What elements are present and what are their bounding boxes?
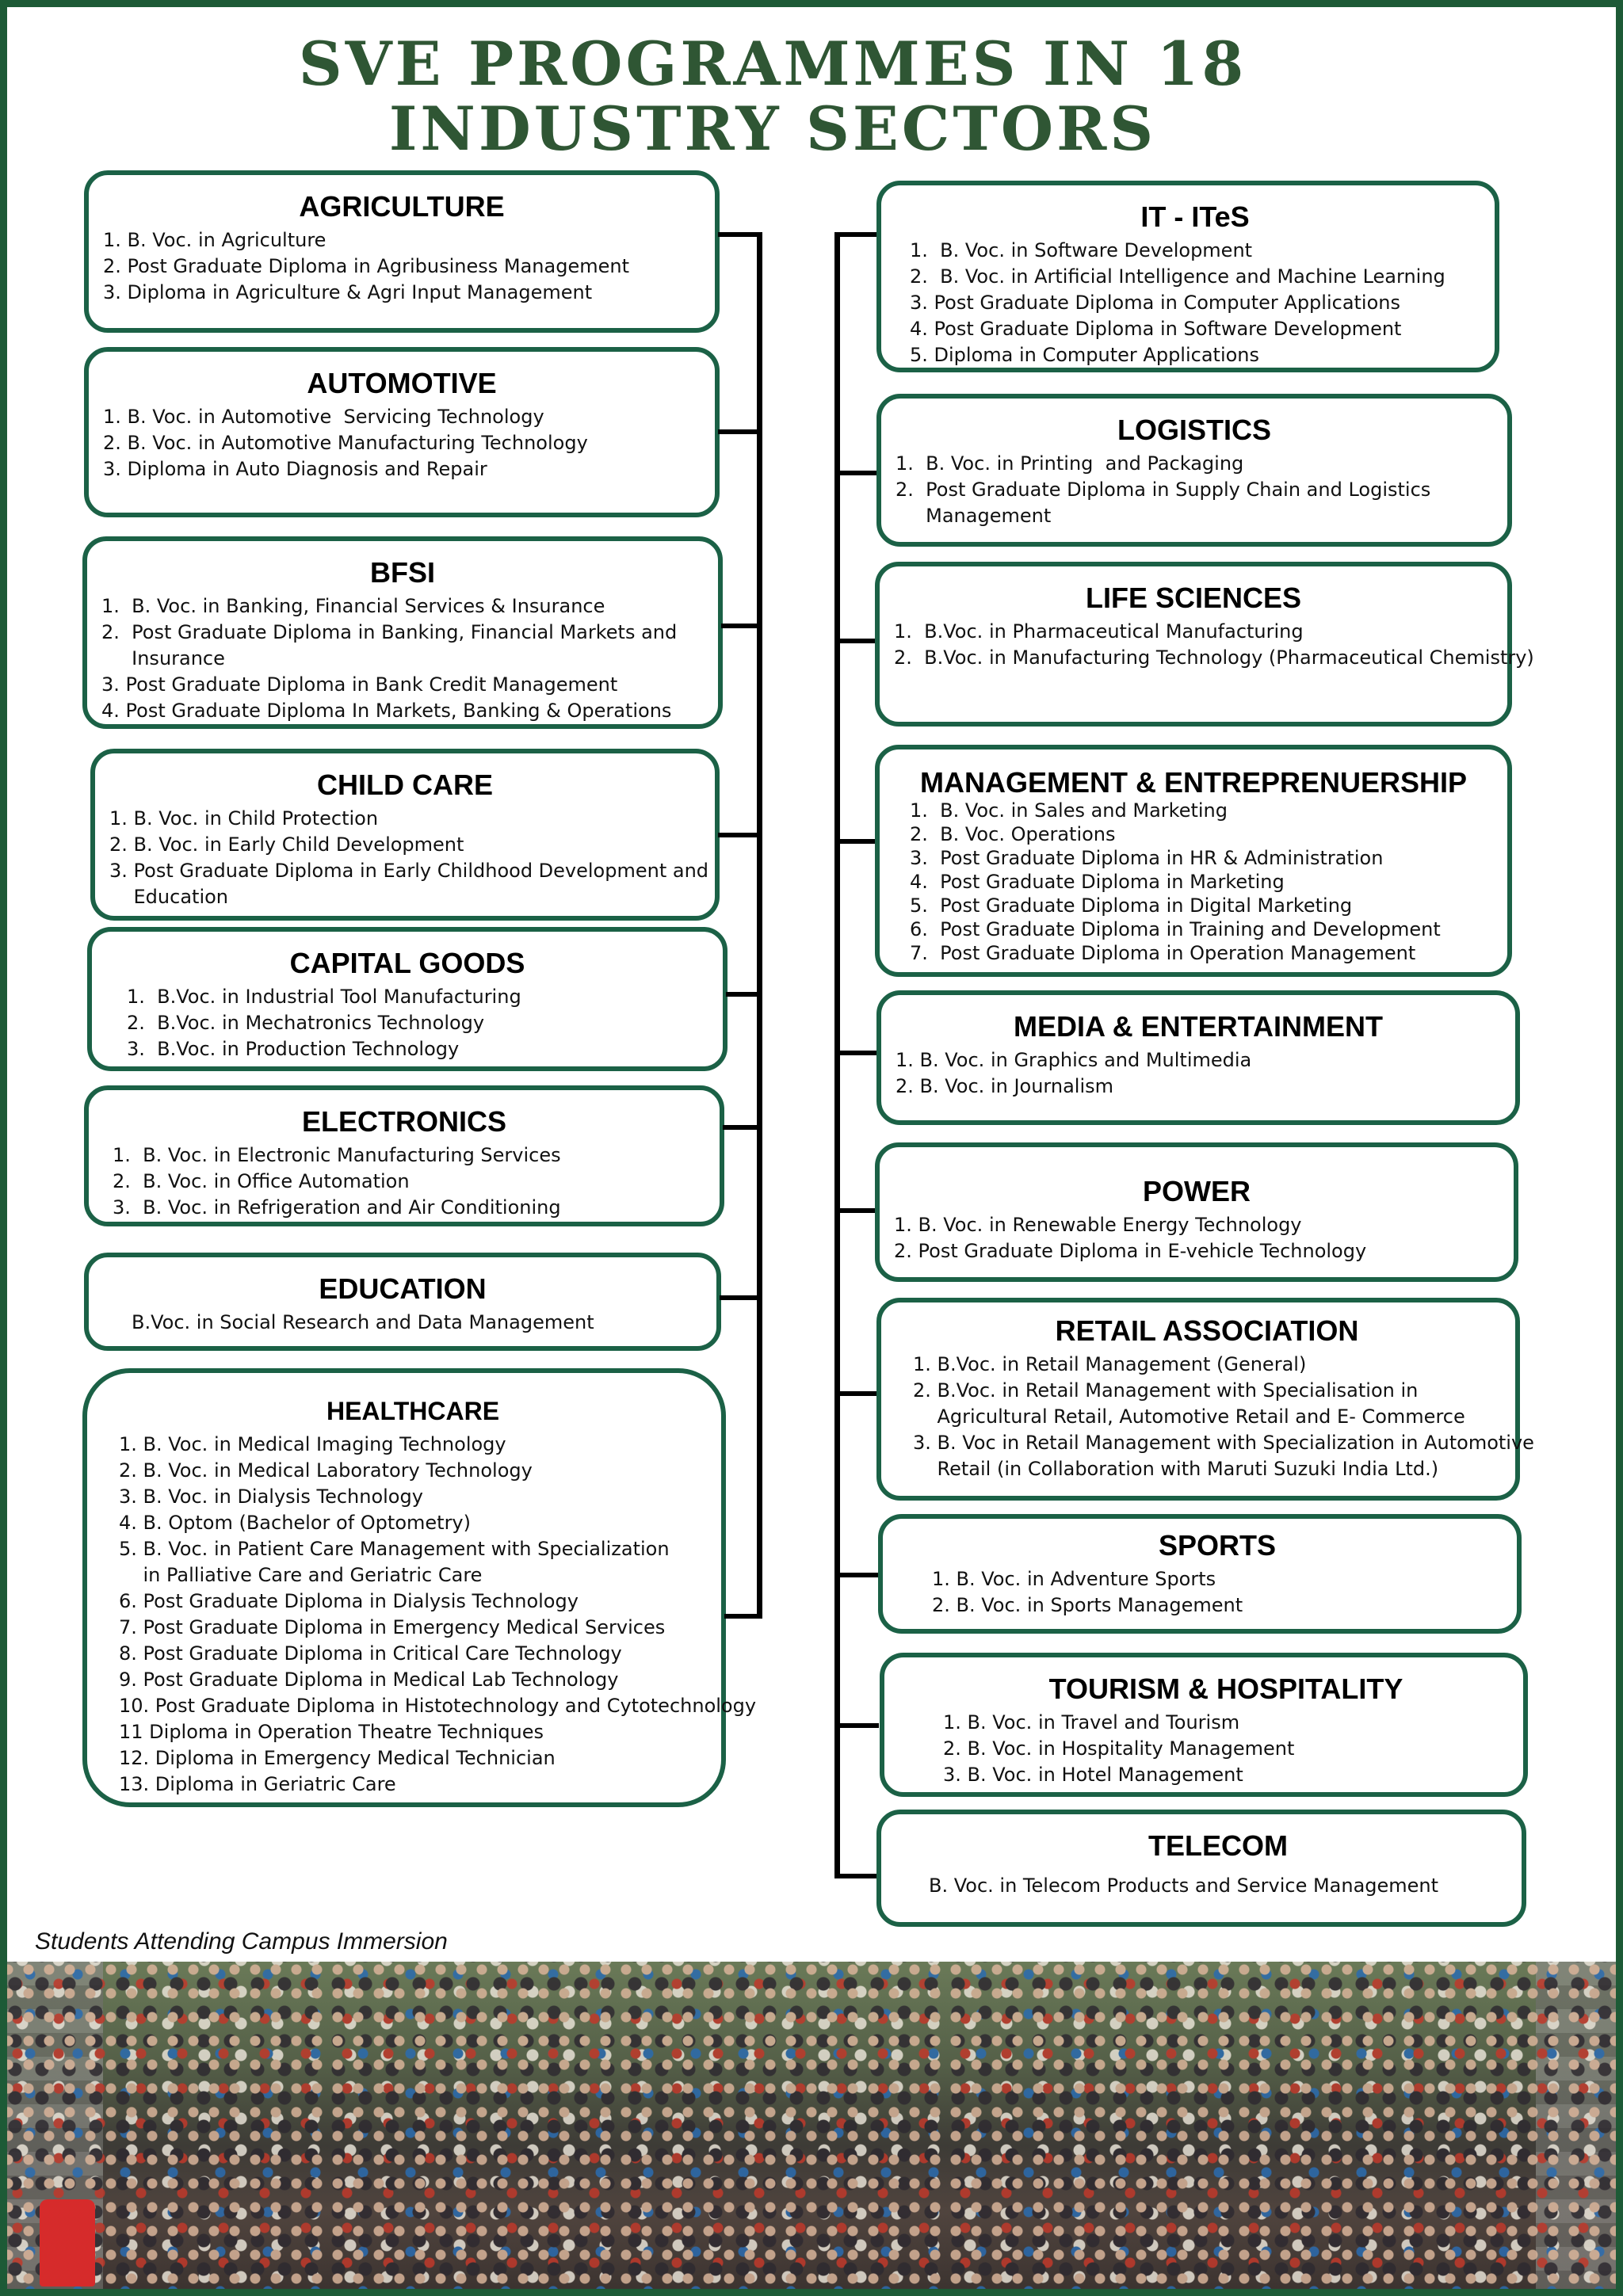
sector-title: MEDIA & ENTERTAINMENT (1014, 1010, 1383, 1043)
connector-branch (718, 833, 762, 837)
programme-item: 2. Post Graduate Diploma in E-vehicle Technology (894, 1240, 1367, 1262)
programme-list (101, 593, 704, 724)
programme-item: 1. B.Voc. in Pharmaceutical Manufacturing (894, 620, 1304, 643)
programme-list (929, 1873, 1507, 1899)
programme-item: 5. Diploma in Computer Applications (910, 344, 1260, 366)
student-crowd (0, 1962, 1623, 2296)
programme-item: 3. B. Voc. in Hotel Management (943, 1764, 1243, 1786)
sector-card-tourism-hospitality (880, 1653, 1528, 1797)
programme-item: 2. Post Graduate Diploma in Agribusiness Management (103, 255, 629, 277)
sector-title: POWER (1142, 1175, 1251, 1207)
sector-title: SPORTS (1158, 1529, 1277, 1562)
programme-item: 3. Diploma in Agriculture & Agri Input Management (103, 281, 593, 303)
programme-item: 10. Post Graduate Diploma in Histotechnology and Cytotechnology (119, 1695, 757, 1717)
programme-list (106, 984, 708, 1062)
sector-card-telecom (876, 1810, 1526, 1927)
programme-item: 2. B. Voc. in Journalism (896, 1075, 1114, 1097)
connector-branch (724, 1614, 762, 1619)
programme-item: 3. B. Voc in Retail Management with Specialization in Automotive (913, 1432, 1534, 1454)
programme-item: 3. B.Voc. in Production Technology (127, 1038, 460, 1060)
programme-item: 1. B. Voc. in Automotive Servicing Technology (103, 406, 544, 428)
sector-title: HEALTHCARE (326, 1397, 500, 1425)
programme-item: Agricultural Retail, Automotive Retail and E- Commerce (913, 1405, 1465, 1428)
programme-item: 2. B.Voc. in Mechatronics Technology (127, 1012, 485, 1034)
programme-item: B. Voc. in Telecom Products and Service Management (929, 1875, 1439, 1897)
programme-item: 2. Post Graduate Diploma in Banking, Financial Markets and (101, 621, 678, 643)
programme-item: 1. B. Voc. in Graphics and Multimedia (896, 1049, 1252, 1071)
programme-item: 1. B. Voc. in Banking, Financial Services & Insurance (101, 595, 605, 617)
connector-branch (723, 1125, 762, 1130)
sector-title: TELECOM (1148, 1829, 1288, 1862)
students-group-photo (0, 1962, 1623, 2296)
programme-list (894, 619, 1534, 671)
programme-item: 1. B. Voc. in Electronic Manufacturing Services (113, 1144, 561, 1166)
sector-title: BFSI (369, 556, 435, 589)
programme-item: 3. Post Graduate Diploma in Computer Applications (910, 292, 1400, 314)
connector-branch (834, 232, 879, 237)
programme-item: 3. Post Graduate Diploma in HR & Administration (910, 847, 1384, 869)
connector-branch (834, 1573, 879, 1577)
programme-item: 2. B. Voc. in Office Automation (113, 1170, 410, 1192)
sector-title: RETAIL ASSOCIATION (1055, 1314, 1359, 1347)
sector-card-healthcare (82, 1368, 757, 1807)
sector-title: ELECTRONICS (301, 1105, 506, 1138)
right-connector-trunk (834, 232, 840, 1878)
connector-branch (834, 1874, 879, 1878)
sector-card-logistics (876, 394, 1512, 547)
programme-item: 3. B. Voc. in Dialysis Technology (119, 1486, 423, 1508)
sector-title: IT - ITeS (1140, 200, 1250, 233)
sector-card-it-ites (876, 181, 1499, 372)
programme-item: 2. B. Voc. in Medical Laboratory Technology (119, 1459, 533, 1482)
programme-item: 4. Post Graduate Diploma In Markets, Banking & Operations (101, 700, 672, 722)
connector-branch (834, 1208, 879, 1213)
programme-item: 1. B.Voc. in Industrial Tool Manufacturing (127, 986, 521, 1008)
programme-item: 1. B. Voc. in Sales and Marketing (910, 799, 1228, 822)
programme-item: 1. B. Voc. in Agriculture (103, 229, 327, 251)
programme-item: 1. B. Voc. in Printing and Packaging (896, 452, 1244, 475)
programme-item: B.Voc. in Social Research and Data Management (132, 1311, 594, 1333)
sector-card-child-care (90, 749, 720, 921)
programme-item: 5. Post Graduate Diploma in Digital Marketing (910, 894, 1353, 917)
sector-title: EDUCATION (319, 1272, 487, 1305)
programme-item: 3. Post Graduate Diploma in Early Childhood Development and (109, 860, 709, 882)
programme-list (896, 451, 1493, 529)
programme-list (103, 404, 701, 482)
programme-item: 11 Diploma in Operation Theatre Techniques (119, 1721, 544, 1743)
connector-branch (834, 639, 879, 643)
programme-list (103, 227, 701, 306)
programme-item: 6. Post Graduate Diploma in Training and Development (910, 918, 1441, 940)
sector-card-agriculture (84, 170, 720, 333)
sector-title: LIFE SCIENCES (1085, 582, 1302, 614)
programme-list (932, 1566, 1503, 1619)
programme-item: 6. Post Graduate Diploma in Dialysis Technology (119, 1590, 579, 1612)
sector-title: LOGISTICS (1117, 414, 1271, 446)
programme-item: Management (896, 505, 1052, 527)
sector-card-automotive (84, 347, 720, 517)
programme-item: 2. Post Graduate Diploma in Supply Chain and Logistics (896, 479, 1431, 501)
sector-card-media-entertainment (876, 990, 1520, 1125)
programme-item: 3. Diploma in Auto Diagnosis and Repair (103, 458, 487, 480)
programme-item: 7. Post Graduate Diploma in Operation Management (910, 942, 1416, 964)
programme-list (913, 1352, 1534, 1482)
programme-item: 1. B. Voc. in Adventure Sports (932, 1568, 1216, 1590)
photo-caption: Students Attending Campus Immersion (35, 1928, 448, 1955)
connector-branch (834, 1391, 879, 1396)
programme-list (910, 238, 1480, 368)
sector-title: CAPITAL GOODS (289, 947, 525, 979)
left-connector-trunk (757, 232, 762, 1619)
sector-title: CHILD CARE (317, 769, 493, 801)
programme-item: 1. B. Voc. in Child Protection (109, 807, 379, 830)
sector-card-sports (878, 1514, 1522, 1634)
programme-item: 5. B. Voc. in Patient Care Management with Specialization (119, 1538, 670, 1560)
programme-item: 1. B. Voc. in Medical Imaging Technology (119, 1433, 506, 1455)
sector-card-bfsi (82, 536, 723, 729)
programme-list (109, 806, 709, 910)
programme-list (103, 1310, 702, 1336)
connector-branch (834, 1051, 879, 1055)
programme-item: 4. Post Graduate Diploma in Marketing (910, 871, 1285, 893)
programme-item: 1. B. Voc. in Travel and Tourism (943, 1711, 1240, 1733)
connector-branch (834, 839, 879, 844)
connector-branch (721, 624, 762, 628)
programme-item: 2. B. Voc. in Early Child Development (109, 833, 464, 856)
sector-title: AUTOMOTIVE (307, 367, 497, 399)
connector-branch (718, 232, 762, 237)
programme-item: 7. Post Graduate Diploma in Emergency Medical Services (119, 1616, 666, 1638)
programme-item: 4. Post Graduate Diploma in Software Development (910, 318, 1402, 340)
programme-item: 1. B. Voc. in Renewable Energy Technology (894, 1214, 1302, 1236)
programme-item: 1. B. Voc. in Software Development (910, 239, 1253, 261)
programme-item: 3. Post Graduate Diploma in Bank Credit Management (101, 673, 618, 696)
sector-title: TOURISM & HOSPITALITY (1048, 1672, 1403, 1705)
page-title: SVE PROGRAMMES IN 18 INDUSTRY SECTORS (298, 29, 1247, 164)
programme-item: in Palliative Care and Geriatric Care (119, 1564, 483, 1586)
sector-card-retail-association (876, 1298, 1534, 1501)
sector-card-power (875, 1142, 1518, 1282)
connector-branch (834, 1723, 879, 1728)
programme-item: 4. B. Optom (Bachelor of Optometry) (119, 1512, 471, 1534)
programme-item: 2. B.Voc. in Retail Management with Specialisation in (913, 1379, 1419, 1402)
programme-list (894, 1212, 1499, 1264)
programme-item: 2. B. Voc. in Artificial Intelligence and Machine Learning (910, 265, 1445, 288)
programme-list (896, 1047, 1501, 1100)
programme-list (894, 799, 1493, 965)
programme-item: Education (109, 886, 228, 908)
programme-item: 2. B.Voc. in Manufacturing Technology (Pharmaceutical Chemistry) (894, 646, 1534, 669)
sector-card-electronics (84, 1085, 724, 1226)
sector-title: MANAGEMENT & ENTREPRENUERSHIP (919, 766, 1468, 799)
programme-list (103, 1142, 705, 1221)
sector-card-management-entrepreneurship (875, 745, 1512, 977)
programme-item: 2. B. Voc. Operations (910, 823, 1116, 845)
sector-card-education (84, 1253, 721, 1351)
programme-item: 13. Diploma in Geriatric Care (119, 1773, 396, 1795)
programme-list (119, 1432, 757, 1798)
programme-item: 9. Post Graduate Diploma in Medical Lab Technology (119, 1669, 619, 1691)
sector-card-life-sciences (875, 562, 1534, 727)
programme-list (943, 1710, 1509, 1788)
connector-branch (726, 992, 762, 997)
programme-item: 3. B. Voc. in Refrigeration and Air Conditioning (113, 1196, 561, 1219)
programme-item: 2. B. Voc. in Automotive Manufacturing Technology (103, 432, 588, 454)
sector-card-capital-goods (87, 927, 727, 1071)
programme-item: 2. B. Voc. in Hospitality Management (943, 1737, 1295, 1760)
programme-item: Retail (in Collaboration with Maruti Suzuki India Ltd.) (913, 1458, 1439, 1480)
connector-branch (834, 471, 879, 475)
connector-branch (720, 1295, 762, 1300)
red-chair (40, 2199, 95, 2286)
programme-item: Insurance (101, 647, 225, 669)
programme-item: 2. B. Voc. in Sports Management (932, 1594, 1243, 1616)
programme-item: 8. Post Graduate Diploma in Critical Care Technology (119, 1642, 622, 1665)
connector-branch (718, 429, 762, 434)
programme-item: 1. B.Voc. in Retail Management (General) (913, 1353, 1307, 1375)
sector-title: AGRICULTURE (299, 190, 505, 223)
programme-item: 12. Diploma in Emergency Medical Technician (119, 1747, 556, 1769)
